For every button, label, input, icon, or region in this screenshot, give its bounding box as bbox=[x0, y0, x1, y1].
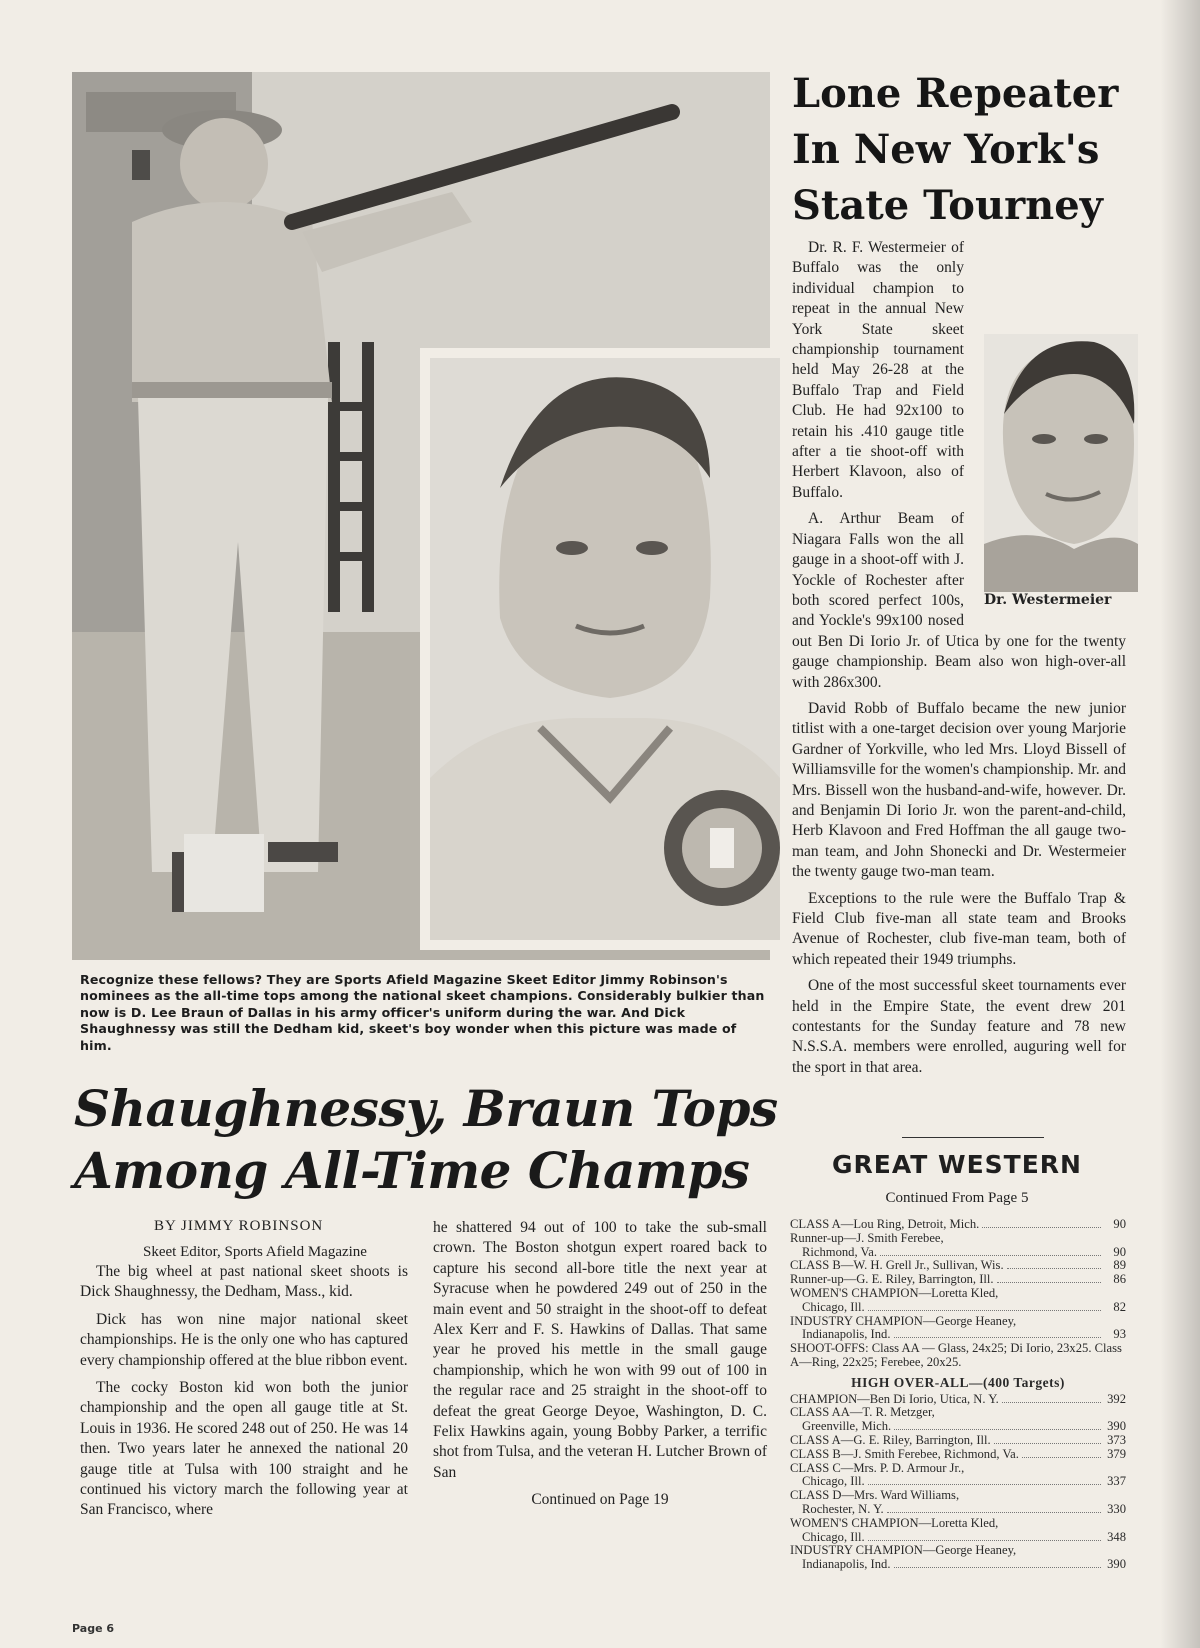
dot-leader bbox=[868, 1310, 1101, 1311]
result-line bbox=[790, 1544, 1126, 1558]
result-text: Runner-up—J. Smith Ferebee, bbox=[790, 1231, 944, 1245]
dot-leader bbox=[894, 1567, 1102, 1568]
result-text: INDUSTRY CHAMPION—George Heaney, bbox=[790, 1314, 1017, 1328]
result-text: CLASS B—J. Smith Ferebee, Richmond, Va. bbox=[790, 1447, 1019, 1461]
result-text: Chicago, Ill. bbox=[802, 1530, 865, 1544]
result-text: INDUSTRY CHAMPION—George Heaney, bbox=[790, 1544, 1017, 1558]
result-line bbox=[790, 1489, 1126, 1503]
byline-title: Skeet Editor, Sports Afield Magazine bbox=[143, 1244, 367, 1260]
result-score: 379 bbox=[1107, 1446, 1126, 1461]
result-text: CLASS A—Lou Ring, Detroit, Mich. bbox=[790, 1218, 980, 1231]
result-text: CLASS C—Mrs. P. D. Armour Jr., bbox=[790, 1461, 965, 1475]
byline: BY JIMMY ROBINSON bbox=[154, 1218, 324, 1234]
result-score: 373 bbox=[1107, 1432, 1126, 1447]
continued-on-page: Continued on Page 19 bbox=[531, 1491, 669, 1509]
page-spine-shadow bbox=[1160, 0, 1200, 1648]
high-over-all-heading: HIGH OVER-ALL—(400 Targets) bbox=[851, 1374, 1065, 1390]
result-line bbox=[790, 1301, 1126, 1315]
result-score: 337 bbox=[1107, 1474, 1126, 1489]
result-score: 330 bbox=[1107, 1501, 1126, 1516]
result-score: 89 bbox=[1113, 1258, 1126, 1273]
dot-leader bbox=[1007, 1268, 1101, 1269]
result-line bbox=[790, 1259, 1126, 1273]
dot-leader bbox=[868, 1484, 1101, 1485]
result-text: Greenville, Mich. bbox=[802, 1420, 892, 1434]
main-article-column-1 bbox=[80, 1262, 408, 1528]
result-line bbox=[790, 1342, 1126, 1370]
dot-leader bbox=[894, 1337, 1102, 1338]
result-line bbox=[790, 1503, 1126, 1517]
dot-leader bbox=[997, 1282, 1101, 1283]
great-western-subtitle: Continued From Page 5 bbox=[885, 1190, 1029, 1206]
main-paragraph: Dick has won nine major national skeet championships. He is the only one who has captured every championship offered at the blue ribbon event. bbox=[80, 1310, 408, 1369]
side-headline: Lone Repeater In New York's State Tourney bbox=[792, 70, 1119, 229]
result-line bbox=[790, 1287, 1126, 1301]
result-line bbox=[790, 1218, 1126, 1232]
result-line bbox=[790, 1246, 1126, 1260]
result-line bbox=[790, 1475, 1126, 1489]
result-line bbox=[790, 1315, 1126, 1329]
result-text: Chicago, Ill. bbox=[802, 1300, 865, 1314]
results-list bbox=[790, 1218, 1126, 1370]
dot-leader bbox=[982, 1227, 1101, 1228]
result-text: CLASS D—Mrs. Ward Williams, bbox=[790, 1489, 960, 1503]
shaughnessy-photo-illustration bbox=[430, 358, 780, 940]
dot-leader bbox=[994, 1443, 1101, 1444]
side-paragraph: A. Arthur Beam of Niagara Falls won the all gauge in a shoot-off with J. Yockle of Rochester after both scored perfect 100s, and Yockle's 99x100 nosed out Ben Di Iorio Jr. of Utica by one for the twenty gauge championship. Beam also won high-over-all with 286x300. bbox=[792, 510, 1126, 691]
photo-dick-shaughnessy bbox=[420, 348, 790, 950]
side-article-body bbox=[792, 238, 1126, 1084]
result-text: CLASS A—G. E. Riley, Barrington, Ill. bbox=[790, 1433, 991, 1447]
result-text: Runner-up—G. E. Riley, Barrington, Ill. bbox=[790, 1273, 994, 1287]
page-number: Page 6 bbox=[72, 1622, 115, 1635]
main-paragraph: The big wheel at past national skeet shoots is Dick Shaughnessy, the Dedham, Mass., kid. bbox=[80, 1263, 408, 1301]
result-text: CHAMPION—Ben Di Iorio, Utica, N. Y. bbox=[790, 1392, 999, 1406]
result-line bbox=[790, 1434, 1126, 1448]
dot-leader bbox=[1002, 1402, 1101, 1403]
photo-wrap-spacer bbox=[970, 238, 1126, 614]
main-paragraph: he shattered 94 out of 100 to take the sub-small crown. The Boston shotgun expert roared back to capture his second all-bore title the next year at Syracuse when he powdered 249 out of 250 in the main event and 50 straight in the shoot-off to defeat Alex Kerr and F. S. Hawkins of Dallas. That same year he proved his mettle in the small gauge championship, which he won with 99 out of 100 in the regular race and 25 straight in the shoot-off to defeat the great George Deyoe, Washington, D. C. Felix Hawkins again, young Bobby Parker, a terrific shot from Tulsa, and the veteran H. Lutcher Brown of San bbox=[433, 1219, 767, 1481]
result-line bbox=[790, 1232, 1126, 1246]
result-text: WOMEN'S CHAMPION—Loretta Kled, bbox=[790, 1516, 999, 1530]
main-headline-line2: Among All-Time Champs bbox=[74, 1141, 750, 1200]
result-score: 392 bbox=[1107, 1391, 1126, 1406]
result-text: CLASS B—W. H. Grell Jr., Sullivan, Wis. bbox=[790, 1259, 1004, 1273]
result-score: 86 bbox=[1113, 1272, 1126, 1287]
dot-leader bbox=[894, 1429, 1101, 1430]
result-score: 82 bbox=[1113, 1299, 1126, 1314]
result-text: Richmond, Va. bbox=[802, 1245, 877, 1259]
result-text: Chicago, Ill. bbox=[802, 1475, 865, 1489]
dot-leader bbox=[887, 1512, 1101, 1513]
result-score: 348 bbox=[1107, 1529, 1126, 1544]
main-article-column-2 bbox=[433, 1218, 767, 1518]
result-line bbox=[790, 1420, 1126, 1434]
result-line bbox=[790, 1558, 1126, 1572]
result-text: Indianapolis, Ind. bbox=[802, 1558, 891, 1572]
result-text: Indianapolis, Ind. bbox=[802, 1328, 891, 1342]
dot-leader bbox=[880, 1255, 1101, 1256]
main-headline bbox=[74, 1078, 784, 1202]
result-score: 390 bbox=[1107, 1557, 1126, 1572]
result-line bbox=[790, 1406, 1126, 1420]
result-line bbox=[790, 1273, 1126, 1287]
result-score: 390 bbox=[1107, 1419, 1126, 1434]
result-text: CLASS AA—T. R. Metzger, bbox=[790, 1406, 935, 1420]
section-divider bbox=[902, 1137, 1044, 1138]
result-line bbox=[790, 1462, 1126, 1476]
result-text: SHOOT-OFFS: Class AA — Glass, 24x25; Di Iorio, 23x25. Class A—Ring, 22x25; Ferebee, 20x25. bbox=[790, 1342, 1122, 1369]
westermeier-caption: Dr. Westermeier bbox=[984, 592, 1112, 608]
great-western-results bbox=[790, 1218, 1126, 1572]
photo-caption: Recognize these fellows? They are Sports Afield Magazine Skeet Editor Jimmy Robinson's nominees as the all-time tops among the national skeet champions. Considerably bulkier than now is D. Lee Braun of Dallas in his army officer's uniform during the war. And Dick Shaughnessy was still the Dedham kid, skeet's boy wonder when this picture was made of him. bbox=[80, 972, 765, 1053]
result-line bbox=[790, 1448, 1126, 1462]
main-headline-line1: Shaughnessy, Braun Tops bbox=[74, 1079, 778, 1138]
main-paragraph: The cocky Boston kid won both the junior championship and the open all gauge title at St. Louis in 1936. He scored 248 out of 250. He was 14 then. Two years later he annexed the national 20 gauge title at Tulsa with 100 straight and he continued his victory march the following year at San Francisco, where bbox=[80, 1379, 408, 1519]
result-line bbox=[790, 1328, 1126, 1342]
result-line bbox=[790, 1393, 1126, 1407]
side-paragraph: Exceptions to the rule were the Buffalo Trap & Field Club five-man all state team and Brooks Avenue of Rochester, club five-man team, both of which repeated their 1949 triumphs. bbox=[792, 889, 1126, 968]
side-paragraph: David Robb of Buffalo became the new junior titlist with a one-target decision over young Marjorie Gardner of Yorkville, who led Mrs. Lloyd Bissell of Williamsville for the women's championship. Mr. and Mrs. Bissell won the husband-and-wife, however. Dr. and Benjamin Di Iorio Jr. won the parent-and-child, Herb Klavoon and Fred Hoffman the all gauge two-man team, and John Shonecki and Dr. Westermeier the twenty gauge two-man team. bbox=[792, 699, 1126, 881]
dot-leader bbox=[868, 1540, 1101, 1541]
result-score: 90 bbox=[1113, 1217, 1126, 1231]
side-paragraph: One of the most successful skeet tournaments ever held in the Empire State, the event drew 201 contestants for the Sunday feature and 78 new N.S.S.A. members were enrolled, auguring well for the sport in that area. bbox=[792, 977, 1126, 1076]
result-score: 90 bbox=[1113, 1244, 1126, 1259]
result-text: Rochester, N. Y. bbox=[802, 1502, 884, 1516]
result-line bbox=[790, 1517, 1126, 1531]
result-line bbox=[790, 1531, 1126, 1545]
great-western-title: GREAT WESTERN bbox=[832, 1150, 1082, 1179]
high-over-all-list bbox=[790, 1393, 1126, 1572]
result-score: 93 bbox=[1113, 1327, 1126, 1342]
dot-leader bbox=[1022, 1457, 1101, 1458]
side-paragraph: Dr. R. F. Westermeier of Buffalo was the only individual champion to repeat in the annual New York State skeet championship tournament held May 26-28 at the Buffalo Trap and Field Club. He had 92x100 to retain his .410 gauge title after a tie shoot-off with Herbert Klavoon, also of Buffalo. bbox=[792, 239, 964, 501]
result-text: WOMEN'S CHAMPION—Loretta Kled, bbox=[790, 1286, 999, 1300]
